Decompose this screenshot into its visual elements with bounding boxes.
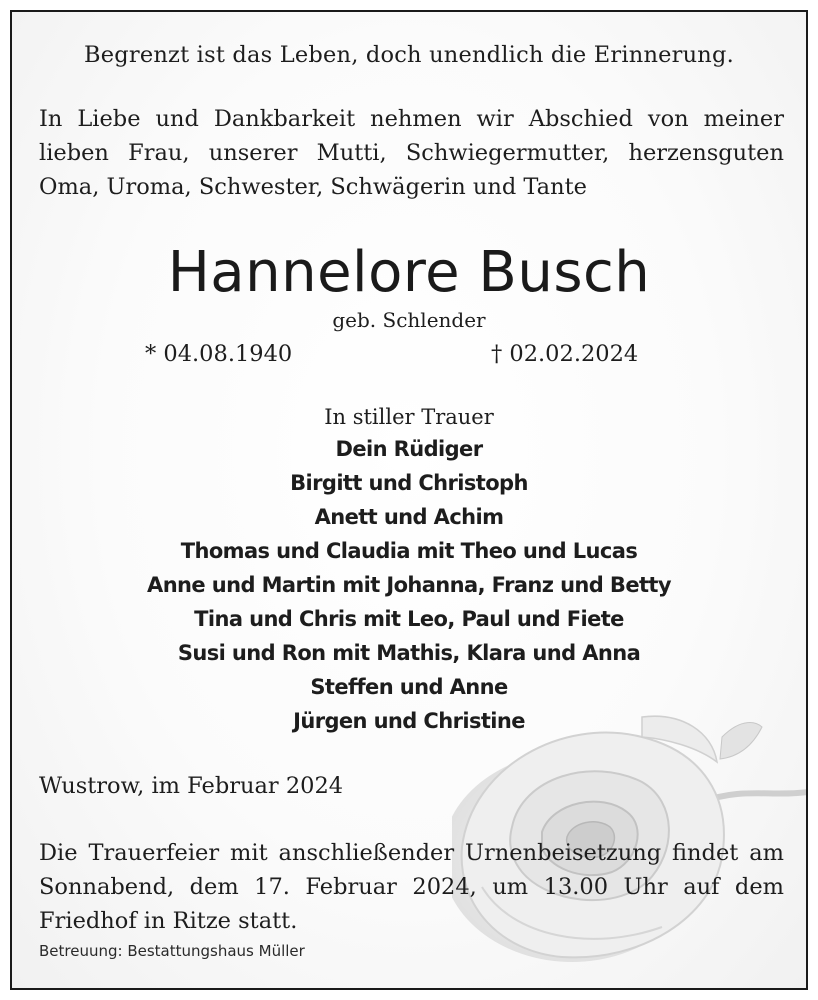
intro-line: lieben Frau, unserer Mutti, Schwiegermutter, herzensguten (39, 140, 784, 166)
mourners-list (12, 432, 806, 738)
mourner-entry: Anett und Achim (314, 505, 504, 529)
maiden-name: geb. Schlender (332, 308, 486, 332)
mourner-entry: Jürgen und Christine (293, 709, 525, 733)
mourner-entry: Thomas und Claudia mit Theo und Lucas (180, 539, 638, 563)
intro-line: In Liebe und Dankbarkeit nehmen wir Abschied von meiner (39, 106, 784, 132)
mourner-entry: Dein Rüdiger (335, 437, 483, 461)
mourner-entry: Anne und Martin mit Johanna, Franz und Betty (147, 573, 671, 597)
funeral-home-credit: Betreuung: Bestattungshaus Müller (39, 942, 305, 960)
place-date: Wustrow, im Februar 2024 (39, 773, 344, 799)
mourner-entry: Birgitt und Christoph (290, 471, 528, 495)
intro-text (39, 102, 784, 204)
mourning-intro: In stiller Trauer (324, 405, 494, 429)
funeral-line: Die Trauerfeier mit anschließender Urnenbeisetzung findet am (39, 840, 784, 866)
funeral-line: Friedhof in Ritze statt. (39, 908, 298, 934)
intro-line: Oma, Uroma, Schwester, Schwägerin und Tante (39, 174, 587, 200)
mourner-entry: Tina und Chris mit Leo, Paul und Fiete (194, 607, 624, 631)
death-date: † 02.02.2024 (491, 341, 639, 367)
mourner-entry: Susi und Ron mit Mathis, Klara und Anna (177, 641, 641, 665)
deceased-name: Hannelore Busch (167, 240, 651, 305)
funeral-line: Sonnabend, dem 17. Februar 2024, um 13.00 Uhr auf dem (39, 874, 784, 900)
motto: Begrenzt ist das Leben, doch unendlich die Erinnerung. (84, 42, 734, 68)
mourner-entry: Steffen und Anne (310, 675, 508, 699)
funeral-info (39, 836, 784, 938)
obituary-card (10, 10, 808, 990)
birth-date: * 04.08.1940 (145, 341, 293, 367)
